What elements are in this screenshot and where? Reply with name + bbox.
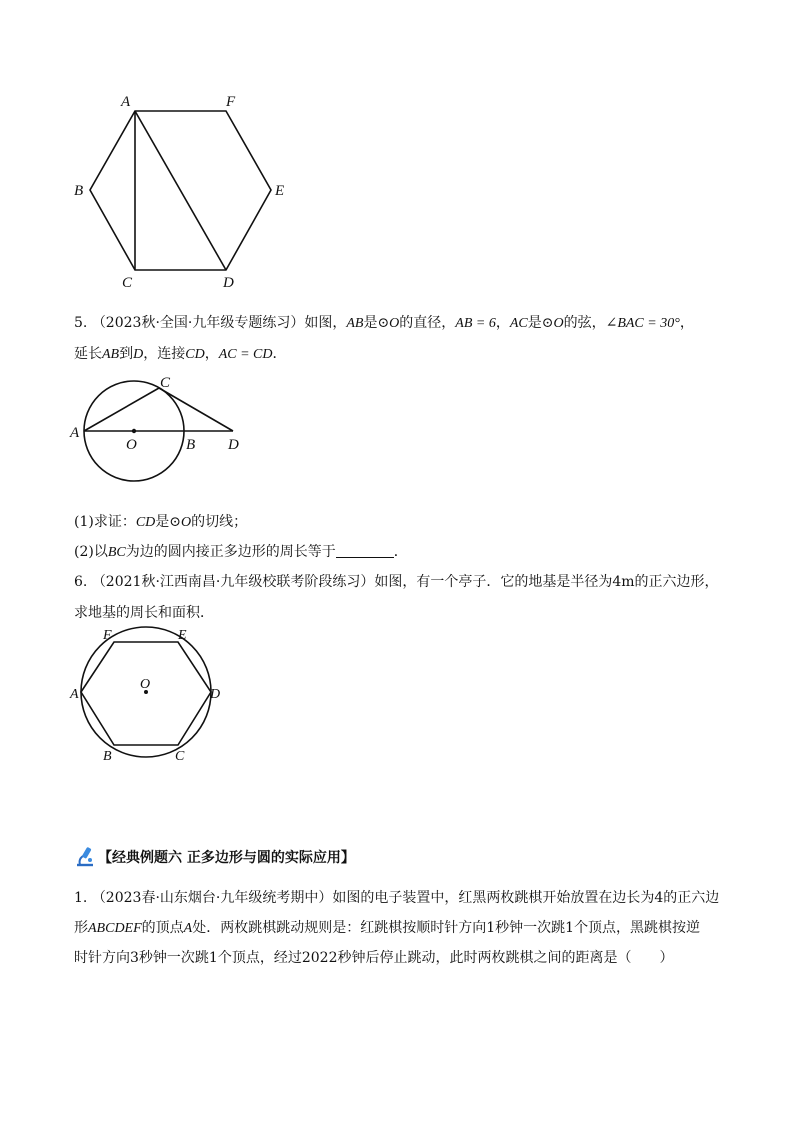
- q6-text: 如图，有一个亭子．它的地基是半径为: [374, 574, 613, 590]
- q5-text: 的直径，: [399, 315, 456, 331]
- label-C: C: [160, 375, 171, 391]
- label-C: C: [175, 749, 185, 764]
- q1-text: 秒钟后停止跳动，此时两枚跳棋之间的距离是（ ）: [337, 950, 674, 966]
- q1-math: 1: [565, 920, 575, 936]
- q5-source: （2023秋·全国·九年级专题练习）: [91, 315, 305, 331]
- q1-math: 3: [130, 950, 139, 966]
- label-F: F: [226, 94, 236, 110]
- q1-source: （2023春·山东烟台·九年级统考期中）: [91, 890, 333, 906]
- label-B: B: [74, 183, 84, 199]
- label-B: B: [103, 749, 112, 764]
- label-D: D: [228, 437, 239, 453]
- q5-text: ．: [393, 544, 408, 560]
- q1-text: 形: [74, 920, 88, 936]
- q5-text: ．: [272, 346, 287, 362]
- q5-text: ，连接: [143, 346, 186, 362]
- label-A: A: [70, 425, 80, 441]
- q5-text: 为边的圆内接正多边形的周长等于: [125, 544, 336, 560]
- q5-math: BC: [107, 545, 126, 560]
- q5-text: ，: [495, 315, 510, 331]
- q1-math: 2022: [301, 950, 338, 966]
- q1-text: 如图的电子装置中，红黑两枚跳棋开始放置在边长为: [332, 890, 655, 906]
- q5-math: ⊙O: [169, 515, 192, 530]
- q5-text: 是: [363, 315, 378, 331]
- q5-math: ∠BAC = 30°: [605, 316, 680, 331]
- q1-text: 的顶点: [141, 920, 184, 936]
- q1-number: 1.: [74, 890, 88, 906]
- label-B: B: [186, 437, 196, 453]
- label-A: A: [121, 94, 131, 110]
- q6-source: （2021秋·江西南昌·九年级校联考阶段练习）: [91, 574, 375, 590]
- q6-text: 求地基的周长和面积．: [74, 605, 214, 621]
- q5-math: D: [133, 347, 144, 362]
- label-F: F: [103, 628, 112, 643]
- q5-text: 延长: [74, 346, 102, 362]
- q1-text: 个顶点，黑跳棋按逆: [574, 920, 701, 936]
- label-A: A: [70, 687, 79, 702]
- q5-math: CD: [135, 515, 156, 530]
- q1-text: 秒钟一次跳: [138, 950, 209, 966]
- q5-math: AC: [509, 316, 528, 331]
- q1-math: 1: [486, 920, 496, 936]
- q1-math: ABCDEF: [88, 921, 142, 936]
- q5-math: CD: [185, 347, 205, 362]
- q5-text: 的切线；: [191, 514, 248, 530]
- q5-text: 是: [527, 315, 542, 331]
- q5-text: (1)求证：: [74, 514, 136, 530]
- q6-text: 的正六边形，: [634, 574, 719, 590]
- q1-line-2: [74, 918, 700, 939]
- q5-text: 的弦，: [563, 315, 606, 331]
- q5-text: 如图，: [304, 315, 347, 331]
- q5-text: ，: [204, 346, 219, 362]
- q5-math: AB = 6: [455, 316, 496, 331]
- label-D: D: [223, 275, 234, 291]
- q1-text: 的正六边: [663, 890, 720, 906]
- microscope-icon: [74, 844, 98, 868]
- q6-math: 4m: [612, 574, 635, 590]
- q1-text: 秒钟一次跳: [495, 920, 566, 936]
- q1-text: 处．两枚跳棋跳动规则是：红跳棋按顺时针方向: [192, 920, 487, 936]
- q1-math: 4: [654, 890, 664, 906]
- q1-text: 时针方向: [74, 950, 130, 966]
- q5-text: (2)以: [74, 544, 108, 560]
- q1-text: 个顶点，经过: [217, 950, 302, 966]
- q5-text: ，: [679, 315, 694, 331]
- label-D: D: [210, 687, 221, 702]
- q5-math: AB: [346, 316, 364, 331]
- q1-line-3: [74, 948, 673, 968]
- q1-math: 1: [208, 950, 218, 966]
- q5-number: 5.: [74, 315, 88, 331]
- label-O: O: [126, 437, 137, 453]
- q1-line-1: [74, 888, 719, 908]
- q6-number: 6.: [74, 574, 88, 590]
- q5-math: AB: [102, 347, 120, 362]
- q5-text: 到: [119, 346, 134, 362]
- q5-math: ⊙O: [541, 316, 564, 331]
- label-E: E: [275, 183, 285, 199]
- label-C: C: [122, 275, 133, 291]
- q5-math: AC = CD: [218, 347, 273, 362]
- q5-text: 是: [155, 514, 170, 530]
- q1-math: A: [183, 921, 193, 936]
- q5-math: ⊙O: [377, 316, 400, 331]
- section-title: 【经典例题六 正多边形与圆的实际应用】: [98, 850, 355, 866]
- label-E: E: [178, 628, 187, 643]
- label-O: O: [140, 677, 151, 692]
